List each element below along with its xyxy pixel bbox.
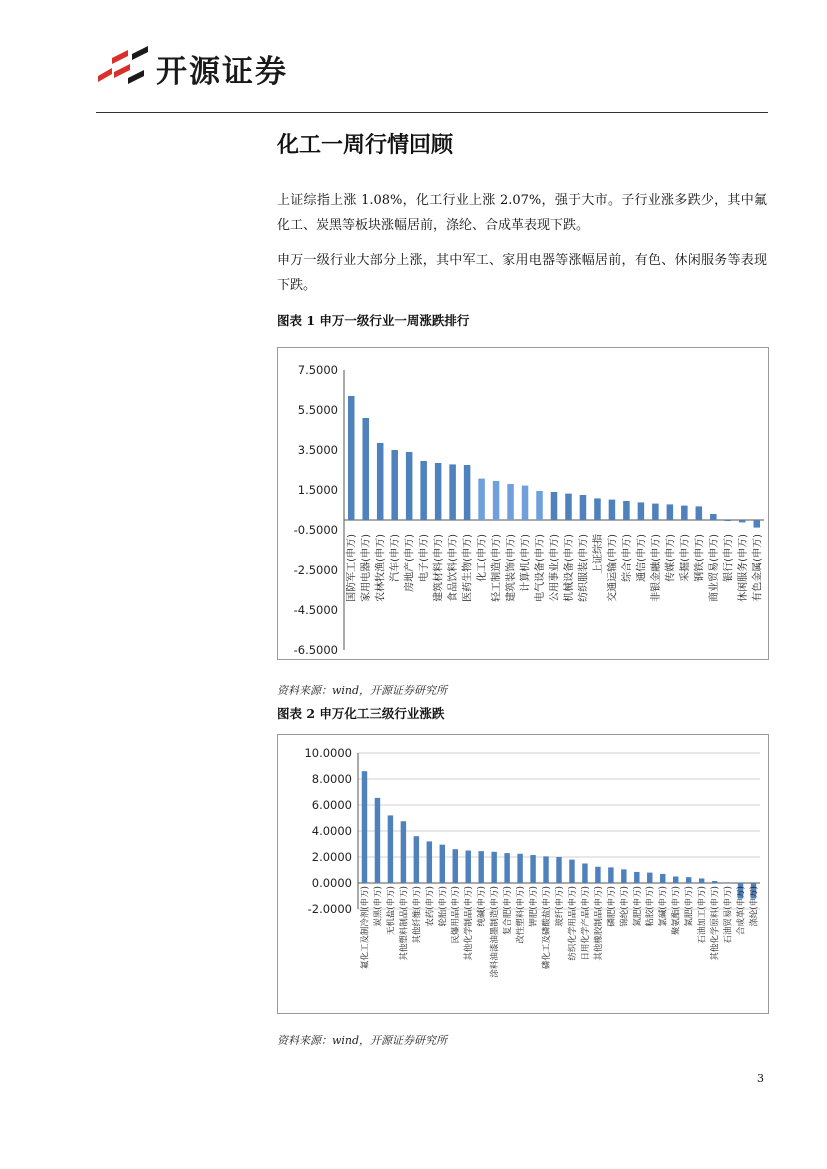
chart-2-category-label: 民爆用品(申万) xyxy=(451,886,462,944)
chart-2-category-label: 其他化学原料(申万) xyxy=(710,886,721,961)
chart-1-category-label: 有色金属(申万) xyxy=(752,534,764,602)
chart-2-category-label: 石油贸易(申万) xyxy=(723,886,734,944)
chart-2-bar xyxy=(401,821,406,883)
chart-1-bar xyxy=(696,506,703,520)
chart-1-bar xyxy=(681,506,688,520)
chart-2-category-label: 炭黑(申万) xyxy=(373,886,384,927)
page-number: 3 xyxy=(757,1072,764,1085)
chart-1-bar xyxy=(667,504,674,520)
chart-1-bar xyxy=(609,500,616,520)
chart-2-bar xyxy=(427,841,432,883)
chart-2-y-tick-label: 6.0000 xyxy=(311,798,352,812)
chart-1-y-tick-label: -2.5000 xyxy=(293,563,338,577)
chart-1-bar xyxy=(391,450,398,520)
chart-1-category-label: 汽车(申万) xyxy=(390,534,402,582)
chart-1-category-label: 家用电器(申万) xyxy=(361,534,373,602)
chart-1-category-label: 钢铁(申万) xyxy=(694,534,706,582)
chart-1-bar xyxy=(478,479,485,520)
chart-1-y-tick-label: 3.5000 xyxy=(297,443,338,457)
chart-1-y-tick-label: 5.5000 xyxy=(297,403,338,417)
header-divider xyxy=(96,112,768,113)
chart-2-category-label: 氮肥(申万) xyxy=(632,886,643,927)
chart-1-bar xyxy=(710,514,717,520)
chart-1-category-label: 交通运输(申万) xyxy=(607,534,619,602)
chart-1-category-label: 采掘(申万) xyxy=(679,534,691,582)
chart-2-category-label: 玻纤(申万) xyxy=(554,886,565,927)
chart-1 xyxy=(278,348,768,659)
chart-2-bar xyxy=(725,882,730,883)
chart-1-bar xyxy=(565,494,572,520)
chart-1-bar xyxy=(594,498,601,520)
chart-2-category-label: 涤纶(申万) xyxy=(749,886,760,927)
chart-1-bar xyxy=(406,452,413,520)
chart-1-category-label: 通信(申万) xyxy=(636,534,648,582)
figure-2-title: 图表 2 申万化工三级行业涨跌 xyxy=(277,706,445,721)
chart-1-category-label: 公用事业(申万) xyxy=(549,534,561,602)
chart-2-bar xyxy=(478,851,483,883)
chart-2-y-tick-label: 8.0000 xyxy=(311,772,352,786)
chart-1-category-label: 电子(申万) xyxy=(419,534,431,582)
chart-1-bar xyxy=(551,492,558,520)
chart-2-bar xyxy=(595,867,600,883)
brand-name: 开源证券 xyxy=(156,54,288,90)
chart-1-bar xyxy=(464,465,471,520)
paragraph-2: 申万一级行业大部分上涨，其中军工、家用电器等涨幅居前，有色、休闲服务等表现下跌。 xyxy=(277,253,767,293)
chart-2-category-label: 合成革(申万) xyxy=(736,886,747,936)
chart-1-category-label: 上证综指 xyxy=(592,534,604,574)
chart-1-bar xyxy=(362,418,369,520)
chart-2-category-label: 氮肥(申万) xyxy=(684,886,695,927)
chart-1-bar xyxy=(348,396,355,520)
chart-2-bar xyxy=(686,877,691,883)
chart-2-category-label: 磷肥(申万) xyxy=(606,886,617,927)
chart-2-bar xyxy=(647,873,652,883)
chart-2-bar xyxy=(608,867,613,883)
chart-2-category-label: 复合肥(申万) xyxy=(503,886,514,936)
chart-2-category-label: 纯碱(申万) xyxy=(477,886,488,927)
chart-1-category-label: 国防军工(申万) xyxy=(346,534,358,602)
chart-1-bar xyxy=(725,520,732,521)
chart-1-category-label: 商业贸易(申万) xyxy=(708,534,720,602)
chart-1-category-label: 建筑材料(申万) xyxy=(433,534,445,602)
figure-1-source: 资料来源：wind，开源证券研究所 xyxy=(277,684,448,697)
chart-2-bar xyxy=(634,872,639,883)
chart-1-category-label: 农林牧渔(申万) xyxy=(375,534,387,602)
chart-1-category-label: 休闲服务(申万) xyxy=(737,534,749,602)
chart-1-category-label: 综合(申万) xyxy=(621,534,633,582)
chart-1-category-label: 医药生物(申万) xyxy=(462,534,474,602)
chart-2-bar xyxy=(621,869,626,883)
chart-2-category-label: 纺织化学用品(申万) xyxy=(567,886,578,961)
chart-2 xyxy=(278,735,768,1013)
chart-1-bar xyxy=(435,463,442,520)
chart-1-y-tick-label: -4.5000 xyxy=(293,603,338,617)
chart-2-bar xyxy=(362,771,367,883)
chart-1-category-label: 纺织服装(申万) xyxy=(578,534,590,602)
chart-1-bar xyxy=(652,504,659,520)
chart-1-category-label: 传媒(申万) xyxy=(665,534,677,582)
section-title: 化工一周行情回顾 xyxy=(277,132,454,158)
chart-2-bar xyxy=(543,856,548,883)
chart-2-category-label: 粘胶(申万) xyxy=(645,886,656,927)
chart-2-category-label: 石油加工(申万) xyxy=(697,886,708,944)
chart-2-bar xyxy=(712,881,717,883)
chart-2-bar xyxy=(582,864,587,884)
chart-2-bar xyxy=(556,857,561,883)
chart-2-category-label: 轮胎(申万) xyxy=(438,886,449,927)
chart-1-category-label: 非银金融(申万) xyxy=(650,534,662,602)
chart-2-category-label: 其他纤维(申万) xyxy=(412,886,423,944)
brand-mark-icon xyxy=(96,44,156,90)
chart-1-category-label: 房地产(申万) xyxy=(404,534,416,592)
chart-2-bar xyxy=(414,836,419,883)
chart-2-category-label: 改性塑料(申万) xyxy=(516,886,527,944)
figure-1-title: 图表 1 申万一级行业一周涨跌排行 xyxy=(277,313,470,328)
chart-1-category-label: 银行(申万) xyxy=(723,534,735,582)
chart-2-bar xyxy=(504,853,509,883)
chart-2-y-tick-label: 2.0000 xyxy=(311,850,352,864)
chart-2-category-label: 日用化学产品(申万) xyxy=(580,886,591,961)
chart-2-category-label: 磷化工及磷酸盐(申万) xyxy=(542,886,553,970)
chart-1-category-label: 电气设备(申万) xyxy=(535,534,547,602)
chart-2-category-label: 涂料油漆油墨制造(申万) xyxy=(490,886,501,978)
chart-2-category-label: 聚氨酯(申万) xyxy=(671,886,682,936)
chart-2-y-tick-label: -2.0000 xyxy=(307,902,352,916)
chart-2-category-label: 其他化学制品(申万) xyxy=(464,886,475,961)
chart-2-bar xyxy=(491,852,496,883)
chart-1-bar xyxy=(739,520,746,522)
chart-2-category-label: 无机盐(申万) xyxy=(386,886,397,936)
chart-2-bar xyxy=(388,815,393,883)
chart-1-category-label: 轻工制造(申万) xyxy=(491,534,503,602)
chart-2-category-label: 氯碱(申万) xyxy=(658,886,669,927)
chart-1-bar xyxy=(377,443,384,520)
chart-1-bar xyxy=(420,461,427,520)
chart-2-category-label: 氟化工及制冷剂(申万) xyxy=(360,886,371,970)
chart-1-y-tick-label: -6.5000 xyxy=(293,643,338,657)
chart-1-y-tick-label: -0.5000 xyxy=(293,523,338,537)
chart-2-container xyxy=(277,734,769,1014)
chart-1-bar xyxy=(580,495,587,520)
chart-1-bar xyxy=(623,501,630,520)
chart-2-bar xyxy=(660,874,665,883)
chart-2-bar xyxy=(530,855,535,883)
chart-1-bar xyxy=(522,486,529,520)
chart-2-bar xyxy=(453,849,458,883)
chart-2-y-tick-label: 0.0000 xyxy=(311,876,352,890)
chart-1-category-label: 计算机(申万) xyxy=(520,534,532,592)
chart-1-bar xyxy=(536,491,543,520)
chart-1-y-tick-label: 7.5000 xyxy=(297,363,338,377)
chart-1-category-label: 建筑装饰(申万) xyxy=(506,534,518,602)
paragraph-1: 上证综指上涨 1.08%，化工行业上涨 2.07%，强于大市。子行业涨多跌少，其中氟化工、炭黑等板块涨幅居前，涤纶、合成革表现下跌。 xyxy=(277,193,767,233)
chart-1-bar xyxy=(449,464,456,520)
chart-2-bar xyxy=(375,798,380,883)
chart-1-container xyxy=(277,347,769,660)
chart-1-category-label: 机械设备(申万) xyxy=(563,534,575,602)
chart-1-bar xyxy=(754,520,761,528)
chart-1-bar xyxy=(493,481,500,520)
chart-2-y-tick-label: 4.0000 xyxy=(311,824,352,838)
chart-2-y-tick-label: 10.0000 xyxy=(304,746,352,760)
chart-2-category-label: 锦纶(申万) xyxy=(619,886,630,927)
chart-1-bar xyxy=(638,502,645,520)
chart-2-category-label: 其他橡胶制品(申万) xyxy=(593,886,604,961)
chart-2-bar xyxy=(699,878,704,883)
chart-2-category-label: 农药(申万) xyxy=(425,886,436,927)
chart-2-category-label: 钾肥(申万) xyxy=(529,886,540,927)
chart-2-bar xyxy=(440,845,445,883)
chart-2-bar xyxy=(466,851,471,884)
chart-1-y-tick-label: 1.5000 xyxy=(297,483,338,497)
chart-2-bar xyxy=(569,860,574,883)
chart-1-bar xyxy=(507,484,514,520)
figure-2-source: 资料来源：wind，开源证券研究所 xyxy=(277,1034,448,1047)
chart-2-bar xyxy=(517,854,522,883)
chart-2-category-label: 其他塑料制品(申万) xyxy=(399,886,410,961)
chart-1-category-label: 化工(申万) xyxy=(477,534,489,582)
chart-1-category-label: 食品饮料(申万) xyxy=(448,534,460,602)
chart-2-bar xyxy=(673,877,678,884)
